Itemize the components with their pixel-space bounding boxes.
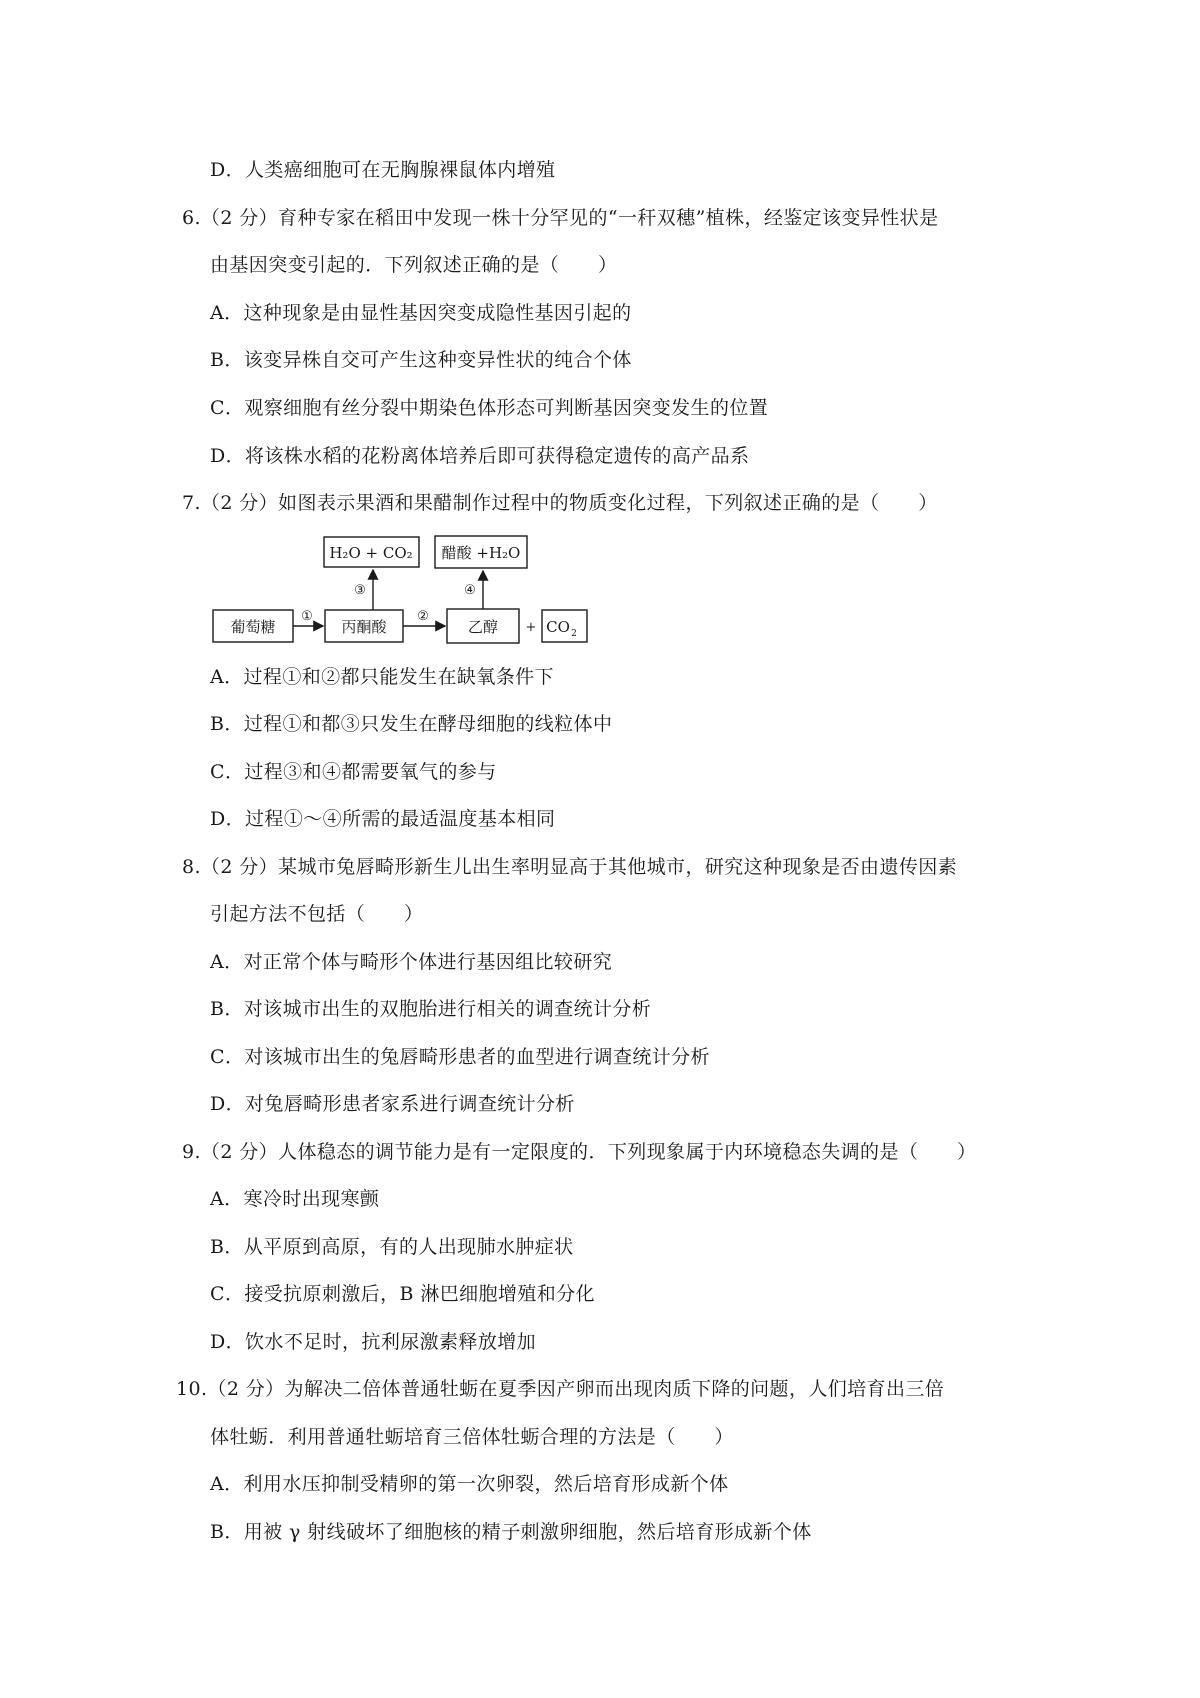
q7-option-c: C．过程③和④都需要氧气的参与 <box>210 761 497 783</box>
q10-option-b: B．用被 γ 射线破坏了细胞核的精子刺激卵细胞，然后培育形成新个体 <box>210 1521 812 1543</box>
q9-option-d: D．饮水不足时，抗利尿激素释放增加 <box>210 1331 537 1353</box>
q6-option-a: A．这种现象是由显性基因突变成隐性基因引起的 <box>210 302 632 324</box>
q6-option-c: C．观察细胞有丝分裂中期染色体形态可判断基因突变发生的位置 <box>210 397 769 419</box>
box-h2o-co2-label: H₂O + CO₂ <box>329 544 413 562</box>
box-acetic-acid-label: 醋酸 +H₂O <box>441 544 521 562</box>
box-co2-subscript: 2 <box>571 629 577 639</box>
q7-stem: 7.（2 分）如图表示果酒和果醋制作过程中的物质变化过程，下列叙述正确的是（ ） <box>182 492 938 514</box>
q5-option-d: D．人类癌细胞可在无胸腺裸鼠体内增殖 <box>210 159 556 181</box>
box-glucose-label: 葡萄糖 <box>230 618 276 636</box>
q8-option-c: C．对该城市出生的兔唇畸形患者的血型进行调查统计分析 <box>210 1046 710 1068</box>
step3-label: ③ <box>354 583 366 598</box>
q10-stem: 10.（2 分）为解决二倍体普通牡蛎在夏季因产卵而出现肉质下降的问题，人们培育出三倍 <box>176 1378 945 1400</box>
q6-stem-cont: 由基因突变引起的．下列叙述正确的是（ ） <box>210 254 618 276</box>
box-ethanol-label: 乙醇 <box>467 618 499 636</box>
q9-option-b: B．从平原到高原，有的人出现肺水肿症状 <box>210 1236 574 1258</box>
q8-option-d: D．对兔唇畸形患者家系进行调查统计分析 <box>210 1093 575 1115</box>
q8-option-b: B．对该城市出生的双胞胎进行相关的调查统计分析 <box>210 998 652 1020</box>
step2-label: ② <box>417 609 429 624</box>
q8-stem-cont: 引起方法不包括（ ） <box>210 903 424 925</box>
box-pyruvate-label: 丙酮酸 <box>341 618 387 636</box>
step1-label: ① <box>301 609 313 624</box>
q6-option-d: D．将该株水稻的花粉离体培养后即可获得稳定遗传的高产品系 <box>210 445 750 467</box>
q7-option-b: B．过程①和都③只发生在酵母细胞的线粒体中 <box>210 713 613 735</box>
plus-sign: + <box>525 620 537 635</box>
step4-label: ④ <box>464 583 476 598</box>
q7-option-a: A．过程①和②都只能发生在缺氧条件下 <box>210 666 554 688</box>
q9-option-a: A．寒冷时出现寒颤 <box>210 1188 380 1210</box>
box-co2-label: CO <box>546 618 570 636</box>
q8-option-a: A．对正常个体与畸形个体进行基因组比较研究 <box>210 951 613 973</box>
q9-stem: 9.（2 分）人体稳态的调节能力是有一定限度的．下列现象属于内环境稳态失调的是（ ） <box>182 1141 977 1163</box>
q7-option-d: D．过程①～④所需的最适温度基本相同 <box>210 808 556 830</box>
q9-option-c: C．接受抗原刺激后，B 淋巴细胞增殖和分化 <box>210 1283 595 1305</box>
fermentation-diagram <box>210 528 590 648</box>
q10-stem-cont: 体牡蛎．利用普通牡蛎培育三倍体牡蛎合理的方法是（ ） <box>210 1426 734 1448</box>
q6-stem: 6.（2 分）育种专家在稻田中发现一株十分罕见的“一秆双穗”植株，经鉴定该变异性状是 <box>182 207 939 229</box>
q8-stem: 8.（2 分）某城市兔唇畸形新生儿出生率明显高于其他城市，研究这种现象是否由遗传因素 <box>182 856 958 878</box>
q10-option-a: A．利用水压抑制受精卵的第一次卵裂，然后培育形成新个体 <box>210 1473 729 1495</box>
q6-option-b: B．该变异株自交可产生这种变异性状的纯合个体 <box>210 349 632 371</box>
